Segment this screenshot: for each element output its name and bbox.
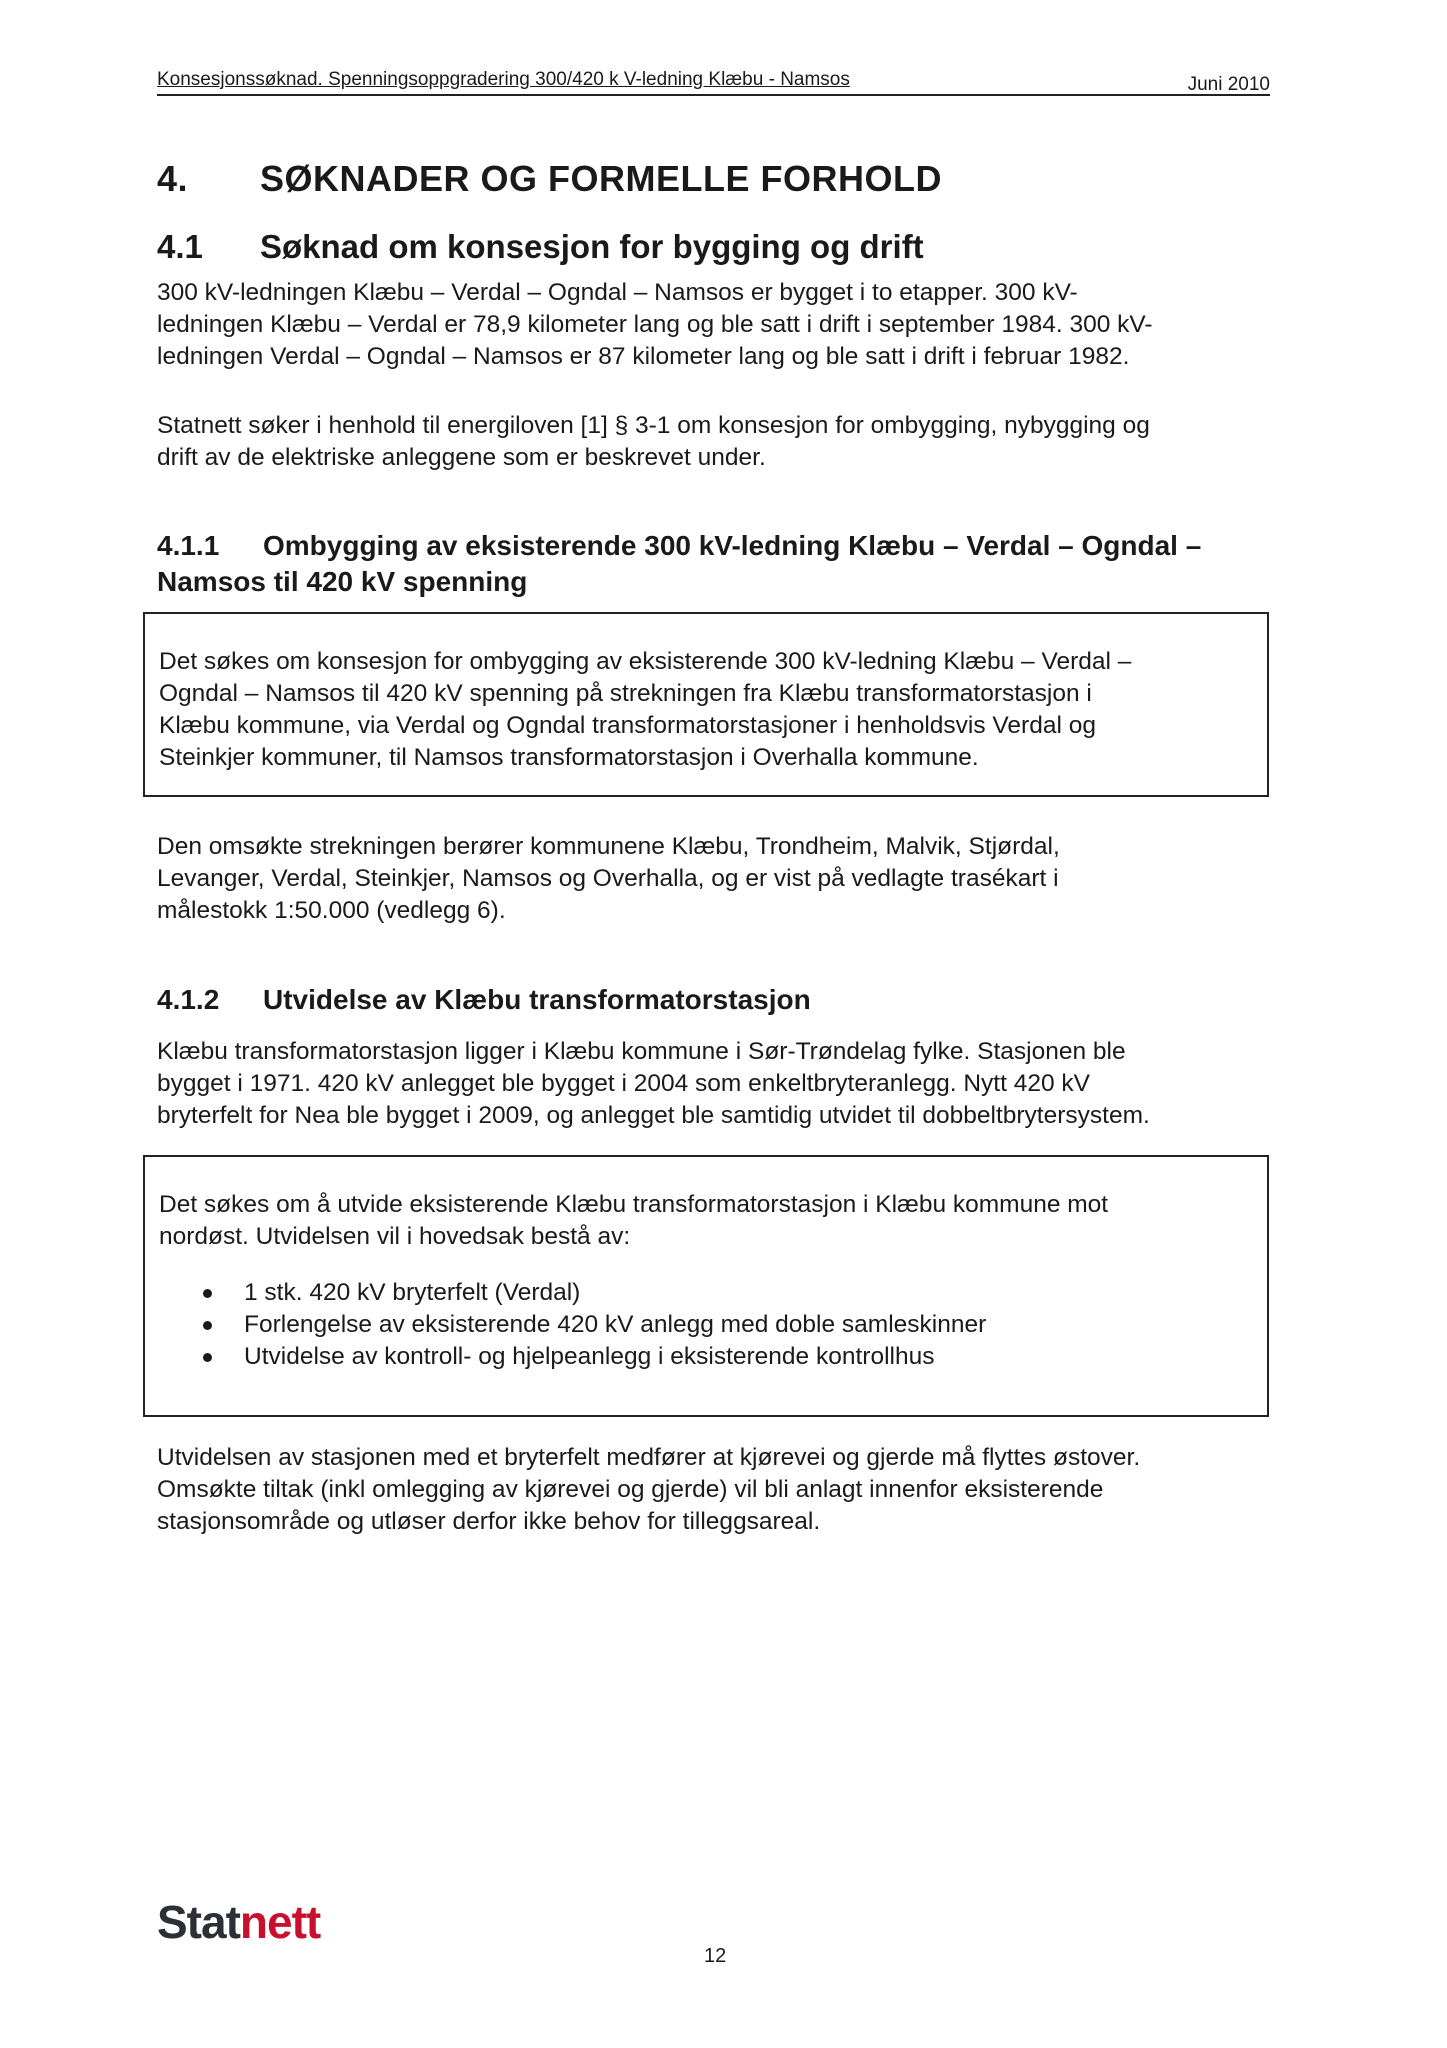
text-line: Statnett søker i henhold til energiloven [1] § 3-1 om konsesjon for ombygging, nybygging og [157, 412, 1150, 439]
text-line: drift av de elektriske anleggene som er beskrevet under. [157, 444, 766, 471]
section-heading-4-1-1 [157, 528, 1201, 600]
text-line: stasjonsområde og utløser derfor ikke behov for tilleggsareal. [157, 1508, 821, 1535]
text-line: ledningen Klæbu – Verdal er 78,9 kilometer lang og ble satt i drift i september 1984. 300 kV- [157, 311, 1153, 338]
section-number: 4. [157, 158, 189, 199]
text-line: Klæbu kommune, via Verdal og Ogndal transformatorstasjoner i henholdsvis Verdal og [159, 712, 1096, 739]
text-line: Omsøkte tiltak (inkl omlegging av kjørevei og gjerde) vil bli anlagt innenfor eksisterende [157, 1476, 1104, 1503]
paragraph-station-history [157, 1036, 1277, 1132]
statnett-logo [157, 1895, 320, 1949]
list-item-text: Forlengelse av eksisterende 420 kV anlegg med doble samleskinner [244, 1311, 987, 1338]
box-text [159, 646, 1279, 774]
list-item-text: 1 stk. 420 kV bryterfelt (Verdal) [244, 1279, 581, 1306]
logo-text-part2: nett [239, 1896, 321, 1948]
text-line: Klæbu transformatorstasjon ligger i Klæbu kommune i Sør-Trøndelag fylke. Stasjonen ble [157, 1038, 1126, 1065]
paragraph-municipalities [157, 831, 1277, 927]
section-heading-4-1-2 [157, 982, 811, 1018]
text-line: bygget i 1971. 420 kV anlegget ble bygget i 2004 som enkeltbryteranlegg. Nytt 420 kV [157, 1070, 1090, 1097]
section-number: 4.1.2 [157, 984, 220, 1015]
header-title: Konsesjonssøknad. Spenningsoppgradering 300/420 k V-ledning Klæbu - Namsos [157, 69, 850, 90]
text-line: nordøst. Utvidelsen vil i hovedsak bestå av: [159, 1223, 631, 1250]
paragraph-application [157, 410, 1277, 474]
text-line: Steinkjer kommuner, til Namsos transformatorstasjon i Overhalla kommune. [159, 744, 979, 771]
list-item [159, 1309, 986, 1341]
text-line: Ogndal – Namsos til 420 kV spenning på strekningen fra Klæbu transformatorstasjon i [159, 680, 1092, 707]
application-box-utvidelse [143, 1155, 1269, 1417]
list-item-text: Utvidelse av kontroll- og hjelpeanlegg i eksisterende kontrollhus [244, 1343, 935, 1370]
paragraph-ledning-history [157, 277, 1277, 373]
bullet-icon [203, 1353, 212, 1362]
section-title: Utvidelse av Klæbu transformatorstasjon [263, 984, 811, 1015]
section-number: 4.1.1 [157, 530, 220, 561]
bullet-list [159, 1277, 986, 1373]
text-line: Levanger, Verdal, Steinkjer, Namsos og Overhalla, og er vist på vedlagte trasékart i [157, 865, 1059, 892]
logo-text-part1: Stat [157, 1896, 240, 1948]
page-header [157, 66, 1270, 96]
text-line: bryterfelt for Nea ble bygget i 2009, og anlegget ble samtidig utvidet til dobbeltbrytersystem. [157, 1102, 1150, 1129]
section-heading-4-1 [157, 228, 924, 266]
section-title-continued: Namsos til 420 kV spenning [157, 566, 528, 597]
text-line: 300 kV-ledningen Klæbu – Verdal – Ogndal – Namsos er bygget i to etapper. 300 kV- [157, 279, 1078, 306]
list-item [159, 1341, 986, 1373]
text-line: målestokk 1:50.000 (vedlegg 6). [157, 897, 506, 924]
list-item [159, 1277, 986, 1309]
section-number: 4.1 [157, 228, 203, 265]
text-line: ledningen Verdal – Ogndal – Namsos er 87 kilometer lang og ble satt i drift i februar 1982. [157, 343, 1130, 370]
page-number: 12 [704, 1945, 727, 1967]
text-line: Den omsøkte strekningen berører kommunene Klæbu, Trondheim, Malvik, Stjørdal, [157, 833, 1060, 860]
section-heading-4 [157, 158, 942, 200]
application-box-ombygging [143, 612, 1269, 797]
text-line: Det søkes om å utvide eksisterende Klæbu transformatorstasjon i Klæbu kommune mot [159, 1191, 1109, 1218]
header-date: Juni 2010 [1187, 74, 1270, 95]
box-text [159, 1189, 1279, 1253]
paragraph-consequences [157, 1442, 1277, 1538]
bullet-icon [203, 1321, 212, 1330]
bullet-icon [203, 1289, 212, 1298]
section-title: SØKNADER OG FORMELLE FORHOLD [260, 158, 942, 199]
section-title: Søknad om konsesjon for bygging og drift [260, 228, 924, 265]
section-title: Ombygging av eksisterende 300 kV-ledning Klæbu – Verdal – Ogndal – [263, 530, 1202, 561]
text-line: Det søkes om konsesjon for ombygging av eksisterende 300 kV-ledning Klæbu – Verdal – [159, 648, 1132, 675]
text-line: Utvidelsen av stasjonen med et bryterfelt medfører at kjørevei og gjerde må flyttes østover. [157, 1444, 1141, 1471]
